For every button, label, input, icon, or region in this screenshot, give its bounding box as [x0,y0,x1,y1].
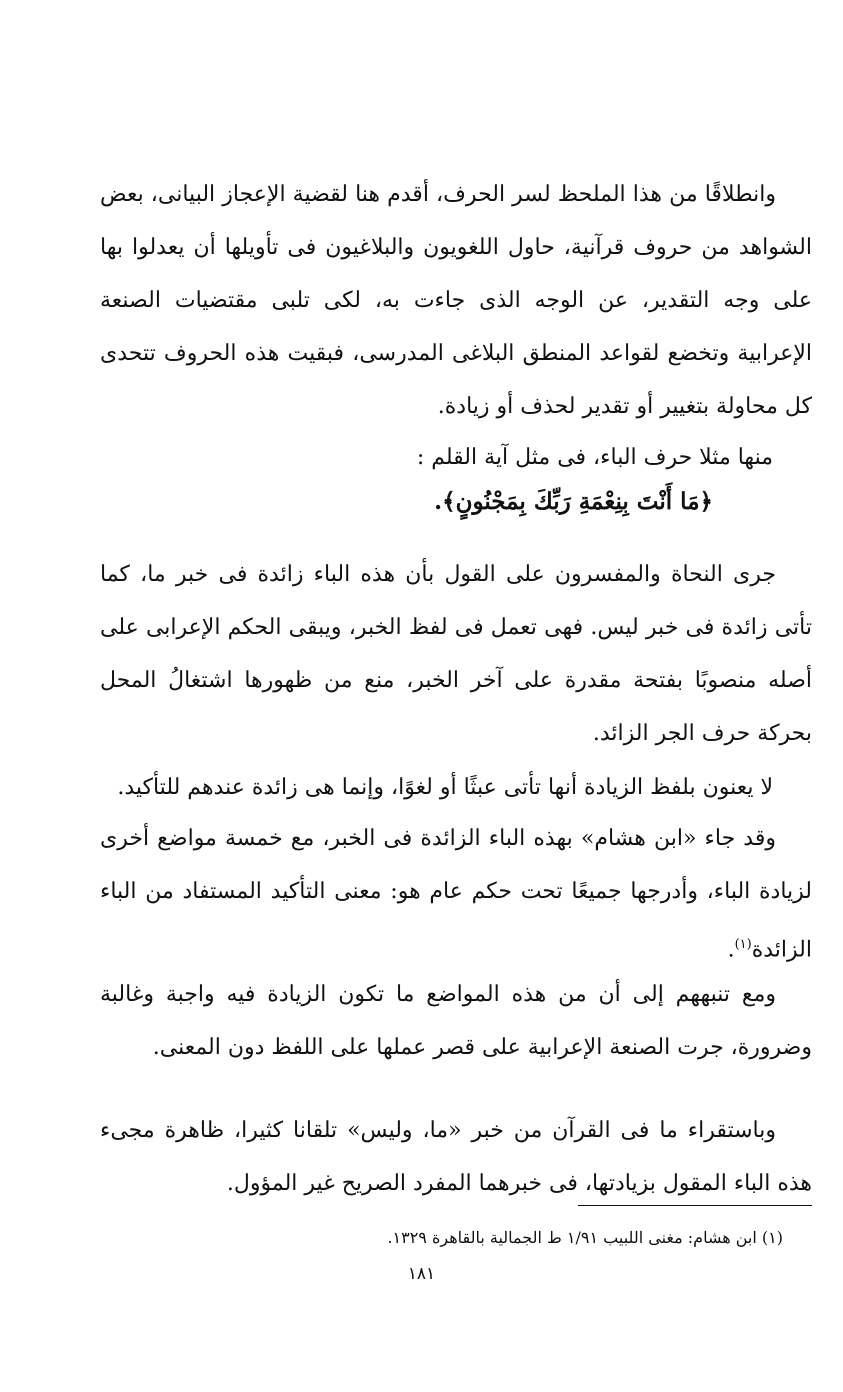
page-number: ١٨١ [407,1264,436,1284]
paragraph-grammarians: جرى النحاة والمفسرون على القول بأن هذه الباء زائدة فى خبر ما، كما تأتى زائدة فى خبر ليس. فهى تعمل فى لفظ الخبر، ويبقى الحكم الإعرابى على أصله منصوبًا بفتحة مقدرة على آخر الخبر، منع من ظهورها اشتغالُ المحل بحركة حرف الجر الزائد. [100,562,812,746]
paragraph-meaning-of-extra: لا يعنون بلفظ الزيادة أنها تأتى عبثًا أو لغوًا، وإنما هى زائدة عندهم للتأكيد. [117,775,773,800]
footnote: (١) ابن هشام: مغنى اللبيب ١/٩١ ط الجمالية بالقاهرة ١٣٢٩. [387,1228,783,1247]
paragraph-induction: وباستقراء ما فى القرآن من خبر «ما، وليس» تلقانا كثيرا، ظاهرة مجىء هذه الباء المقول بزيادتها، فى خبرهما المفرد الصريح غير المؤول. [100,1118,812,1196]
paragraph-ibn-hisham [100,812,812,976]
paragraph-awareness: ومع تنبههم إلى أن من هذه المواضع ما تكون الزيادة فيه واجبة وغالبة وضرورة، جرت الصنعة الإعرابية على قصر عملها على اللفظ دون المعنى. [100,982,812,1060]
ibn-hisham-text: وقد جاء «ابن هشام» بهذه الباء الزائدة فى الخبر، مع خمسة مواضع أخرى لزيادة الباء، وأدرجها جميعًا تحت حكم عام هو: معنى التأكيد المستفاد من الباء الزائدة [100,826,812,963]
ibn-hisham-end: . [727,937,735,963]
paragraph-intro: وانطلاقًا من هذا الملحظ لسر الحرف، أقدم هنا لقضية الإعجاز البيانى، بعض الشواهد من حروف قرآنية، حاول اللغويون والبلاغيون فى تأويلها أن يعدلوا بها على وجه التقدير، عن الوجه الذى جاءت به، لكى تلبى مقتضيات الصنعة الإعرابية وتخضع لقواعد المنطق البلاغى المدرسى، فبقيت هذه الحروف تتحدى كل محاولة بتغيير أو تقدير لحذف أو زيادة. [100,182,812,419]
quran-verse [434,482,713,522]
verse-open-bracket: ﴿ [699,488,713,515]
verse-close-bracket: ﴾. [434,488,456,515]
footnote-divider [578,1205,812,1206]
verse-text: مَا أَنْتَ بِنِعْمَةِ رَبِّكَ بِمَجْنُونٍ [455,488,700,515]
paragraph-example-intro: منها مثلا حرف الباء، فى مثل آية القلم : [416,445,773,470]
footnote-reference: (١) [734,937,752,952]
